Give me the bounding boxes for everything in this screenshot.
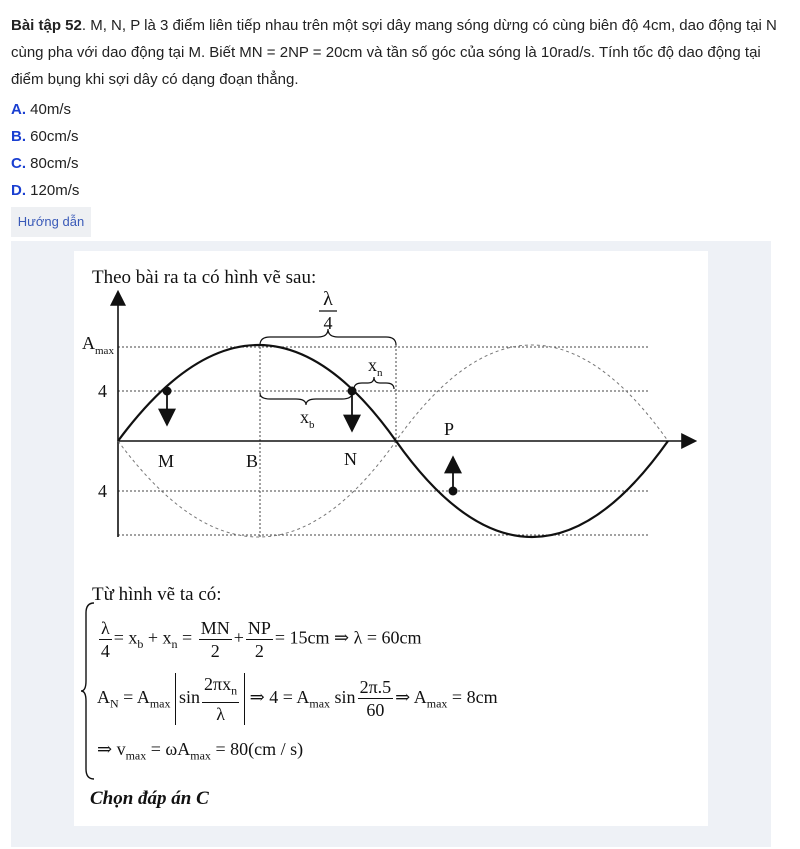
option-letter: B.: [11, 128, 26, 145]
standing-wave-figure: [74, 287, 708, 557]
answer-options: [11, 96, 79, 204]
solution-intro: Theo bài ra ta có hình vẽ sau:: [92, 267, 317, 288]
equation-3: ⇒ $v_{max} = \omega A_{max} = 80(cm / s)$: [97, 739, 304, 763]
label-m: M: [158, 451, 175, 471]
option-c[interactable]: [11, 150, 79, 177]
option-a[interactable]: [11, 96, 79, 123]
option-text: 40m/s: [30, 101, 72, 118]
option-letter: A.: [11, 101, 26, 118]
solution-card: [74, 251, 708, 826]
option-text: 60cm/s: [30, 128, 79, 145]
option-d[interactable]: [11, 177, 79, 204]
solution-panel: [11, 241, 771, 847]
lambda-label: λ: [323, 288, 333, 310]
xn-brace: [354, 377, 394, 389]
question-number: Bài tập 52: [11, 17, 82, 34]
equation-1: $\frac{\lambda}{4}$ = $x_b + x_n$ = $\frac{MN}{2}$ + $\frac{NP}{2}$ = 15cm ⇒ λ = 60cm: [100, 618, 422, 661]
label-b: B: [246, 451, 259, 471]
xn-label: $x_n$: [368, 355, 383, 379]
option-letter: D.: [11, 182, 26, 199]
option-text: 80cm/s: [30, 155, 79, 172]
xb-brace: [260, 393, 352, 405]
option-text: 120m/s: [30, 182, 80, 199]
minus4-label: 4: [98, 481, 107, 501]
plus4-label: 4: [98, 381, 107, 401]
answer-text: Chọn đáp án C: [90, 788, 209, 809]
label-n: N: [344, 449, 357, 469]
option-b[interactable]: [11, 123, 79, 150]
label-p: P: [444, 419, 455, 439]
guide-button[interactable]: Hướng dẫn: [11, 207, 91, 237]
from-figure-text: Từ hình vẽ ta có:: [92, 584, 222, 605]
option-letter: C.: [11, 155, 26, 172]
equation-2: $A_N = A_{max}$ sin $\frac{2\pi x_n}{\lambda}$ ⇒ $4 = A_{max}$ sin $\frac{2\pi.5}{60}$ ⇒ $A_{max} = 8cm$: [97, 674, 498, 724]
question-text: [11, 12, 791, 93]
xb-label: $x_b$: [300, 407, 315, 431]
system-brace: [80, 601, 96, 781]
lambda-four-label: 4: [323, 313, 333, 333]
amax-label: $A_{max}$: [82, 333, 114, 357]
question-body: . M, N, P là 3 điểm liên tiếp nhau trên một sợi dây mang sóng dừng có cùng biên độ 4cm, dao động tại N cùng pha với dao động tại M. Biết MN = 2NP = 20cm và tần số góc của sóng là 10rad/s. Tính tốc độ dao động tại điểm bụng khi sợi dây có dạng đoạn thẳng.: [11, 17, 777, 88]
